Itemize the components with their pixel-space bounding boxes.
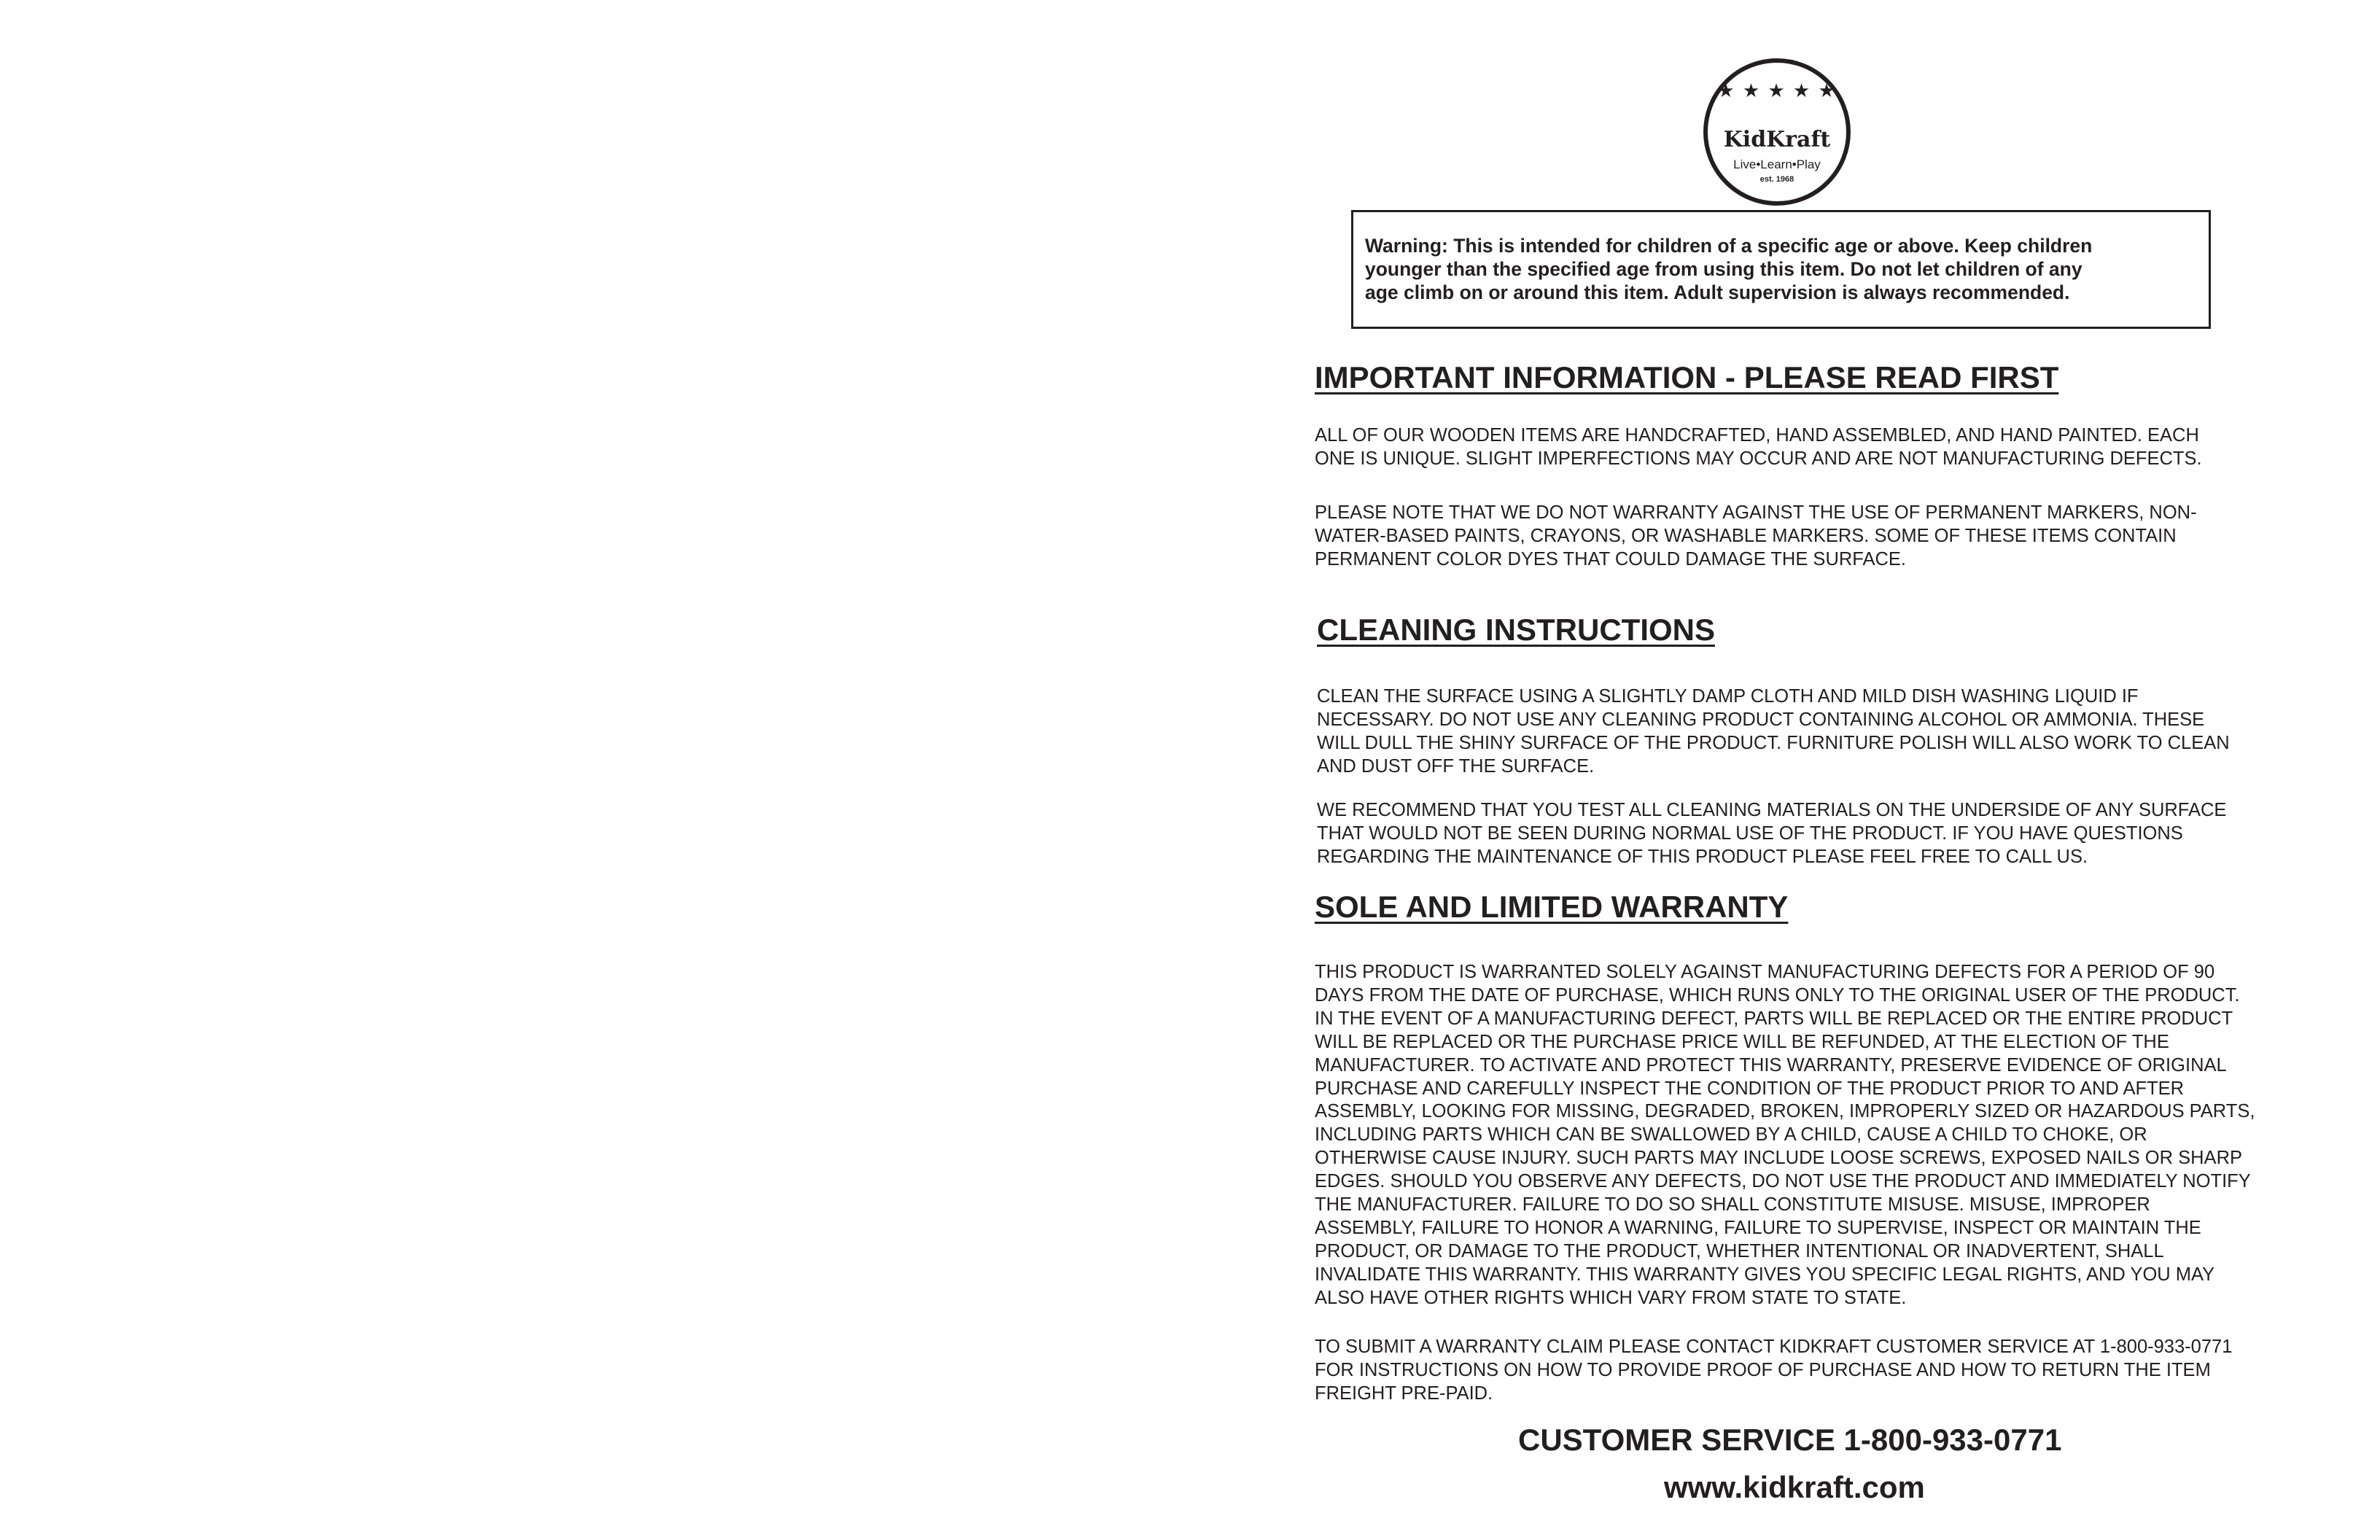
cleaning-paragraph-1 (1317, 685, 2230, 779)
text-line: ONE IS UNIQUE. SLIGHT IMPERFECTIONS MAY OCCUR AND ARE NOT MANUFACTURING DEFECTS. (1315, 448, 2202, 469)
warranty-paragraph-2 (1315, 1336, 2232, 1406)
text-line: PURCHASE AND CAREFULLY INSPECT THE CONDITION OF THE PRODUCT PRIOR TO AND AFTER (1315, 1078, 2185, 1099)
text-line: THAT WOULD NOT BE SEEN DURING NORMAL USE OF THE PRODUCT. IF YOU HAVE QUESTIONS (1317, 822, 2183, 844)
text-line: TO SUBMIT A WARRANTY CLAIM PLEASE CONTACT KIDKRAFT CUSTOMER SERVICE AT 1-800-933-0771 (1315, 1337, 2233, 1357)
text-line: EDGES. SHOULD YOU OBSERVE ANY DEFECTS, DO NOT USE THE PRODUCT AND IMMEDIATELY NOTIFY (1315, 1171, 2251, 1192)
text-line: PLEASE NOTE THAT WE DO NOT WARRANTY AGAINST THE USE OF PERMANENT MARKERS, NON- (1315, 502, 2197, 523)
text-line: CLEAN THE SURFACE USING A SLIGHTLY DAMP CLOTH AND MILD DISH WASHING LIQUID IF (1317, 686, 2139, 707)
text-line: DAYS FROM THE DATE OF PURCHASE, WHICH RUNS ONLY TO THE ORIGINAL USER OF THE PRODUCT. (1315, 984, 2240, 1006)
text-line: AND DUST OFF THE SURFACE. (1317, 755, 1595, 777)
text-line: REGARDING THE MAINTENANCE OF THIS PRODUCT PLEASE FEEL FREE TO CALL US. (1317, 846, 2088, 867)
important-paragraph-1 (1315, 424, 2202, 471)
text-line: OTHERWISE CAUSE INJURY. SUCH PARTS MAY INCLUDE LOOSE SCREWS, EXPOSED NAILS OR SHARP (1315, 1148, 2242, 1169)
text-line: INCLUDING PARTS WHICH CAN BE SWALLOWED BY A CHILD, CAUSE A CHILD TO CHOKE, OR (1315, 1124, 2147, 1146)
text-line: THE MANUFACTURER. FAILURE TO DO SO SHALL CONSTITUTE MISUSE. MISUSE, IMPROPER (1315, 1194, 2150, 1216)
text-line: THIS PRODUCT IS WARRANTED SOLELY AGAINST MANUFACTURING DEFECTS FOR A PERIOD OF 90 (1315, 962, 2215, 982)
customer-service-phone: CUSTOMER SERVICE 1-800-933-0771 (1518, 1423, 2062, 1457)
warning-line: age climb on or around this item. Adult supervision is always recommended. (1365, 281, 2070, 303)
text-line: ALL OF OUR WOODEN ITEMS ARE HANDCRAFTED, HAND ASSEMBLED, AND HAND PAINTED. EACH (1315, 425, 2199, 446)
text-line: ALSO HAVE OTHER RIGHTS WHICH VARY FROM STATE TO STATE. (1315, 1287, 1907, 1308)
text-line: NECESSARY. DO NOT USE ANY CLEANING PRODUCT CONTAINING ALCOHOL OR AMMONIA. THESE (1317, 709, 2205, 730)
logo-brand: KidKraft (1723, 127, 1831, 152)
text-line: FOR INSTRUCTIONS ON HOW TO PROVIDE PROOF OF PURCHASE AND HOW TO RETURN THE ITEM (1315, 1359, 2211, 1380)
text-line: IN THE EVENT OF A MANUFACTURING DEFECT, PARTS WILL BE REPLACED OR THE ENTIRE PRODUCT (1315, 1008, 2233, 1029)
text-line: WILL DULL THE SHINY SURFACE OF THE PRODUCT. FURNITURE POLISH WILL ALSO WORK TO CLEAN (1317, 732, 2230, 753)
text-line: FREIGHT PRE-PAID. (1315, 1382, 1493, 1404)
text-line: WATER-BASED PAINTS, CRAYONS, OR WASHABLE MARKERS. SOME OF THESE ITEMS CONTAIN (1315, 525, 2177, 546)
cleaning-heading: CLEANING INSTRUCTIONS (1317, 612, 1715, 647)
warranty-paragraph-1 (1315, 961, 2255, 1310)
text-line: PRODUCT, OR DAMAGE TO THE PRODUCT, WHETHER INTENTIONAL OR INADVERTENT, SHALL (1315, 1240, 2164, 1261)
warranty-heading: SOLE AND LIMITED WARRANTY (1315, 890, 1789, 924)
text-line: ASSEMBLY, FAILURE TO HONOR A WARNING, FAILURE TO SUPERVISE, INSPECT OR MAINTAIN THE (1315, 1217, 2201, 1238)
website-link[interactable]: www.kidkraft.com (1664, 1470, 1925, 1504)
warning-box (1351, 210, 2211, 329)
text-line: WE RECOMMEND THAT YOU TEST ALL CLEANING MATERIALS ON THE UNDERSIDE OF ANY SURFACE (1317, 800, 2227, 820)
important-heading: IMPORTANT INFORMATION - PLEASE READ FIRST (1315, 360, 2059, 394)
stars-icon: ★ ★ ★ ★ ★ (1717, 79, 1837, 101)
text-line: ASSEMBLY, LOOKING FOR MISSING, DEGRADED, BROKEN, IMPROPERLY SIZED OR HAZARDOUS PARTS, (1315, 1101, 2255, 1122)
cleaning-paragraph-2 (1317, 799, 2226, 869)
text-line: WILL BE REPLACED OR THE PURCHASE PRICE WILL BE REFUNDED, AT THE ELECTION OF THE (1315, 1031, 2169, 1052)
logo-tagline: Live•Learn•Play (1733, 158, 1821, 171)
warning-line: younger than the specified age from using this item. Do not let children of any (1365, 258, 2082, 280)
text-line: MANUFACTURER. TO ACTIVATE AND PROTECT THIS WARRANTY, PRESERVE EVIDENCE OF ORIGINAL (1315, 1054, 2227, 1076)
important-paragraph-2 (1315, 502, 2197, 572)
kidkraft-logo (1703, 58, 1851, 206)
logo-established: est. 1968 (1759, 175, 1794, 184)
text-line: PERMANENT COLOR DYES THAT COULD DAMAGE THE SURFACE. (1315, 548, 1906, 569)
warning-line: Warning: This is intended for children of a specific age or above. Keep children (1365, 235, 2093, 257)
text-line: INVALIDATE THIS WARRANTY. THIS WARRANTY GIVES YOU SPECIFIC LEGAL RIGHTS, AND YOU MAY (1315, 1264, 2215, 1285)
